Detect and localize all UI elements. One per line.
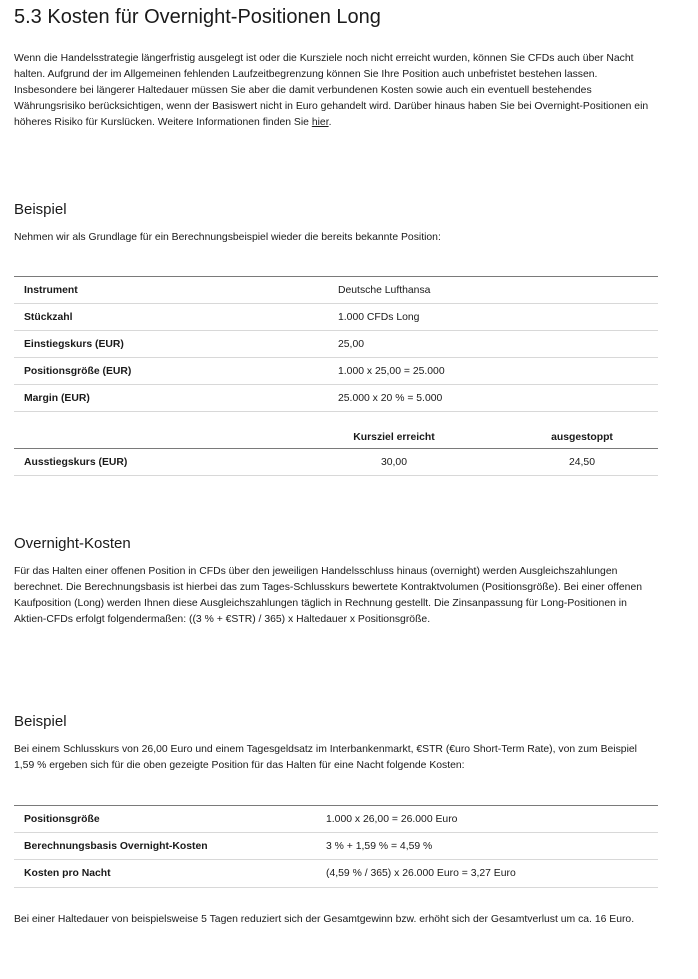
position-table — [14, 276, 658, 476]
row-value: 1.000 x 26,00 = 26.000 Euro — [326, 813, 458, 825]
row-value: 3 % + 1,59 % = 4,59 % — [326, 840, 433, 852]
exit-header-row — [14, 412, 658, 449]
page-title: 5.3 Kosten für Overnight-Positionen Long — [14, 6, 381, 28]
stopped-out-value: 24,50 — [568, 456, 595, 468]
intro-end: . — [328, 117, 332, 128]
table-row — [14, 277, 658, 304]
row-value: (4,59 % / 365) x 26.000 Euro = 3,27 Euro — [326, 868, 516, 879]
row-label: Kosten pro Nacht — [24, 868, 111, 879]
table-row — [14, 304, 658, 331]
table-row — [14, 833, 658, 860]
row-value: 25.000 x 20 % = 5.000 — [338, 392, 443, 404]
row-label: Positionsgröße (EUR) — [24, 365, 132, 377]
target-reached-value: 30,00 — [380, 456, 407, 468]
table-row — [14, 331, 658, 358]
row-label: Berechnungsbasis Overnight-Kosten — [24, 840, 208, 852]
row-value: 1.000 CFDs Long — [338, 311, 420, 323]
row-value: Deutsche Lufthansa — [338, 284, 431, 296]
table-row — [14, 385, 658, 412]
table-row — [14, 860, 658, 888]
overnight-text: Für das Halten einer offenen Position in CFDs über den jeweiligen Handelsschluss hinaus (overnight) werden Ausgleichszahlungen berechnet. Die Berechnungsbasis ist hierbei das zum Tages-Schlusskurs bewertete Kontraktvolumen (Positionsgröße). Bei einer offenen Kaufposition (Long) werden Ihnen diese Ausgleichszahlungen täglich in Rechnung gestellt. Die Zinsanpassung für Long-Positionen in Aktien-CFDs erfolgt folgendermaßen: ((3 % + €STR) / 365) x Haltedauer x Positionsgröße. — [14, 566, 643, 625]
table-row — [14, 806, 658, 833]
intro-text: Wenn die Handelsstrategie längerfristig ausgelegt ist oder die Kursziele noch nicht erreicht wurden, können Sie CFDs auch über Nacht halten. Aufgrund der im Allgemeinen fehlenden Laufzeitbegrenzung können Sie Ihre Position auch unbefristet bestehen lassen. Insbesondere bei längerer Haltedauer müssen Sie aber die damit verbundenen Kosten sowie auch ein eventuell bestehendes Währungsrisiko berücksichtigen, wenn der Basiswert nicht in Euro gehandelt wird. Darüber hinaus haben Sie bei Overnight-Positionen ein höheres Risiko für Kurslücken. Weitere Informationen finden Sie — [14, 53, 649, 128]
row-label: Positionsgröße — [24, 813, 100, 825]
row-value: 1.000 x 25,00 = 25.000 — [338, 365, 445, 377]
row-label: Stückzahl — [24, 311, 73, 323]
target-reached-header: Kursziel erreicht — [353, 432, 435, 443]
stopped-out-header: ausgestoppt — [551, 432, 613, 443]
row-label: Instrument — [24, 284, 78, 296]
row-value: 25,00 — [338, 338, 365, 350]
example1-text: Nehmen wir als Grundlage für ein Berechnungsbeispiel wieder die bereits bekannte Position: — [14, 232, 441, 243]
exit-row — [14, 449, 658, 476]
row-label: Einstiegskurs (EUR) — [24, 338, 124, 350]
example1-heading: Beispiel — [14, 201, 67, 218]
summary-text: Bei einer Haltedauer von beispielsweise 5 Tagen reduziert sich der Gesamtgewinn bzw. erhöht sich der Gesamtverlust um ca. 16 Euro. — [14, 914, 635, 925]
example2-heading: Beispiel — [14, 713, 67, 730]
example2-text: Bei einem Schlusskurs von 26,00 Euro und einem Tagesgeldsatz im Interbankenmarkt, €STR (€uro Short-Term Rate), von zum Beispiel 1,59 % ergeben sich für die oben gezeigte Position für das Halten für eine Nacht folgende Kosten: — [14, 744, 637, 771]
more-info-link[interactable]: hier — [311, 117, 329, 128]
row-label: Ausstiegskurs (EUR) — [24, 456, 128, 468]
cost-table — [14, 805, 658, 888]
table-row — [14, 358, 658, 385]
intro-paragraph — [14, 51, 658, 131]
row-label: Margin (EUR) — [24, 392, 90, 404]
overnight-heading: Overnight-Kosten — [14, 535, 131, 552]
